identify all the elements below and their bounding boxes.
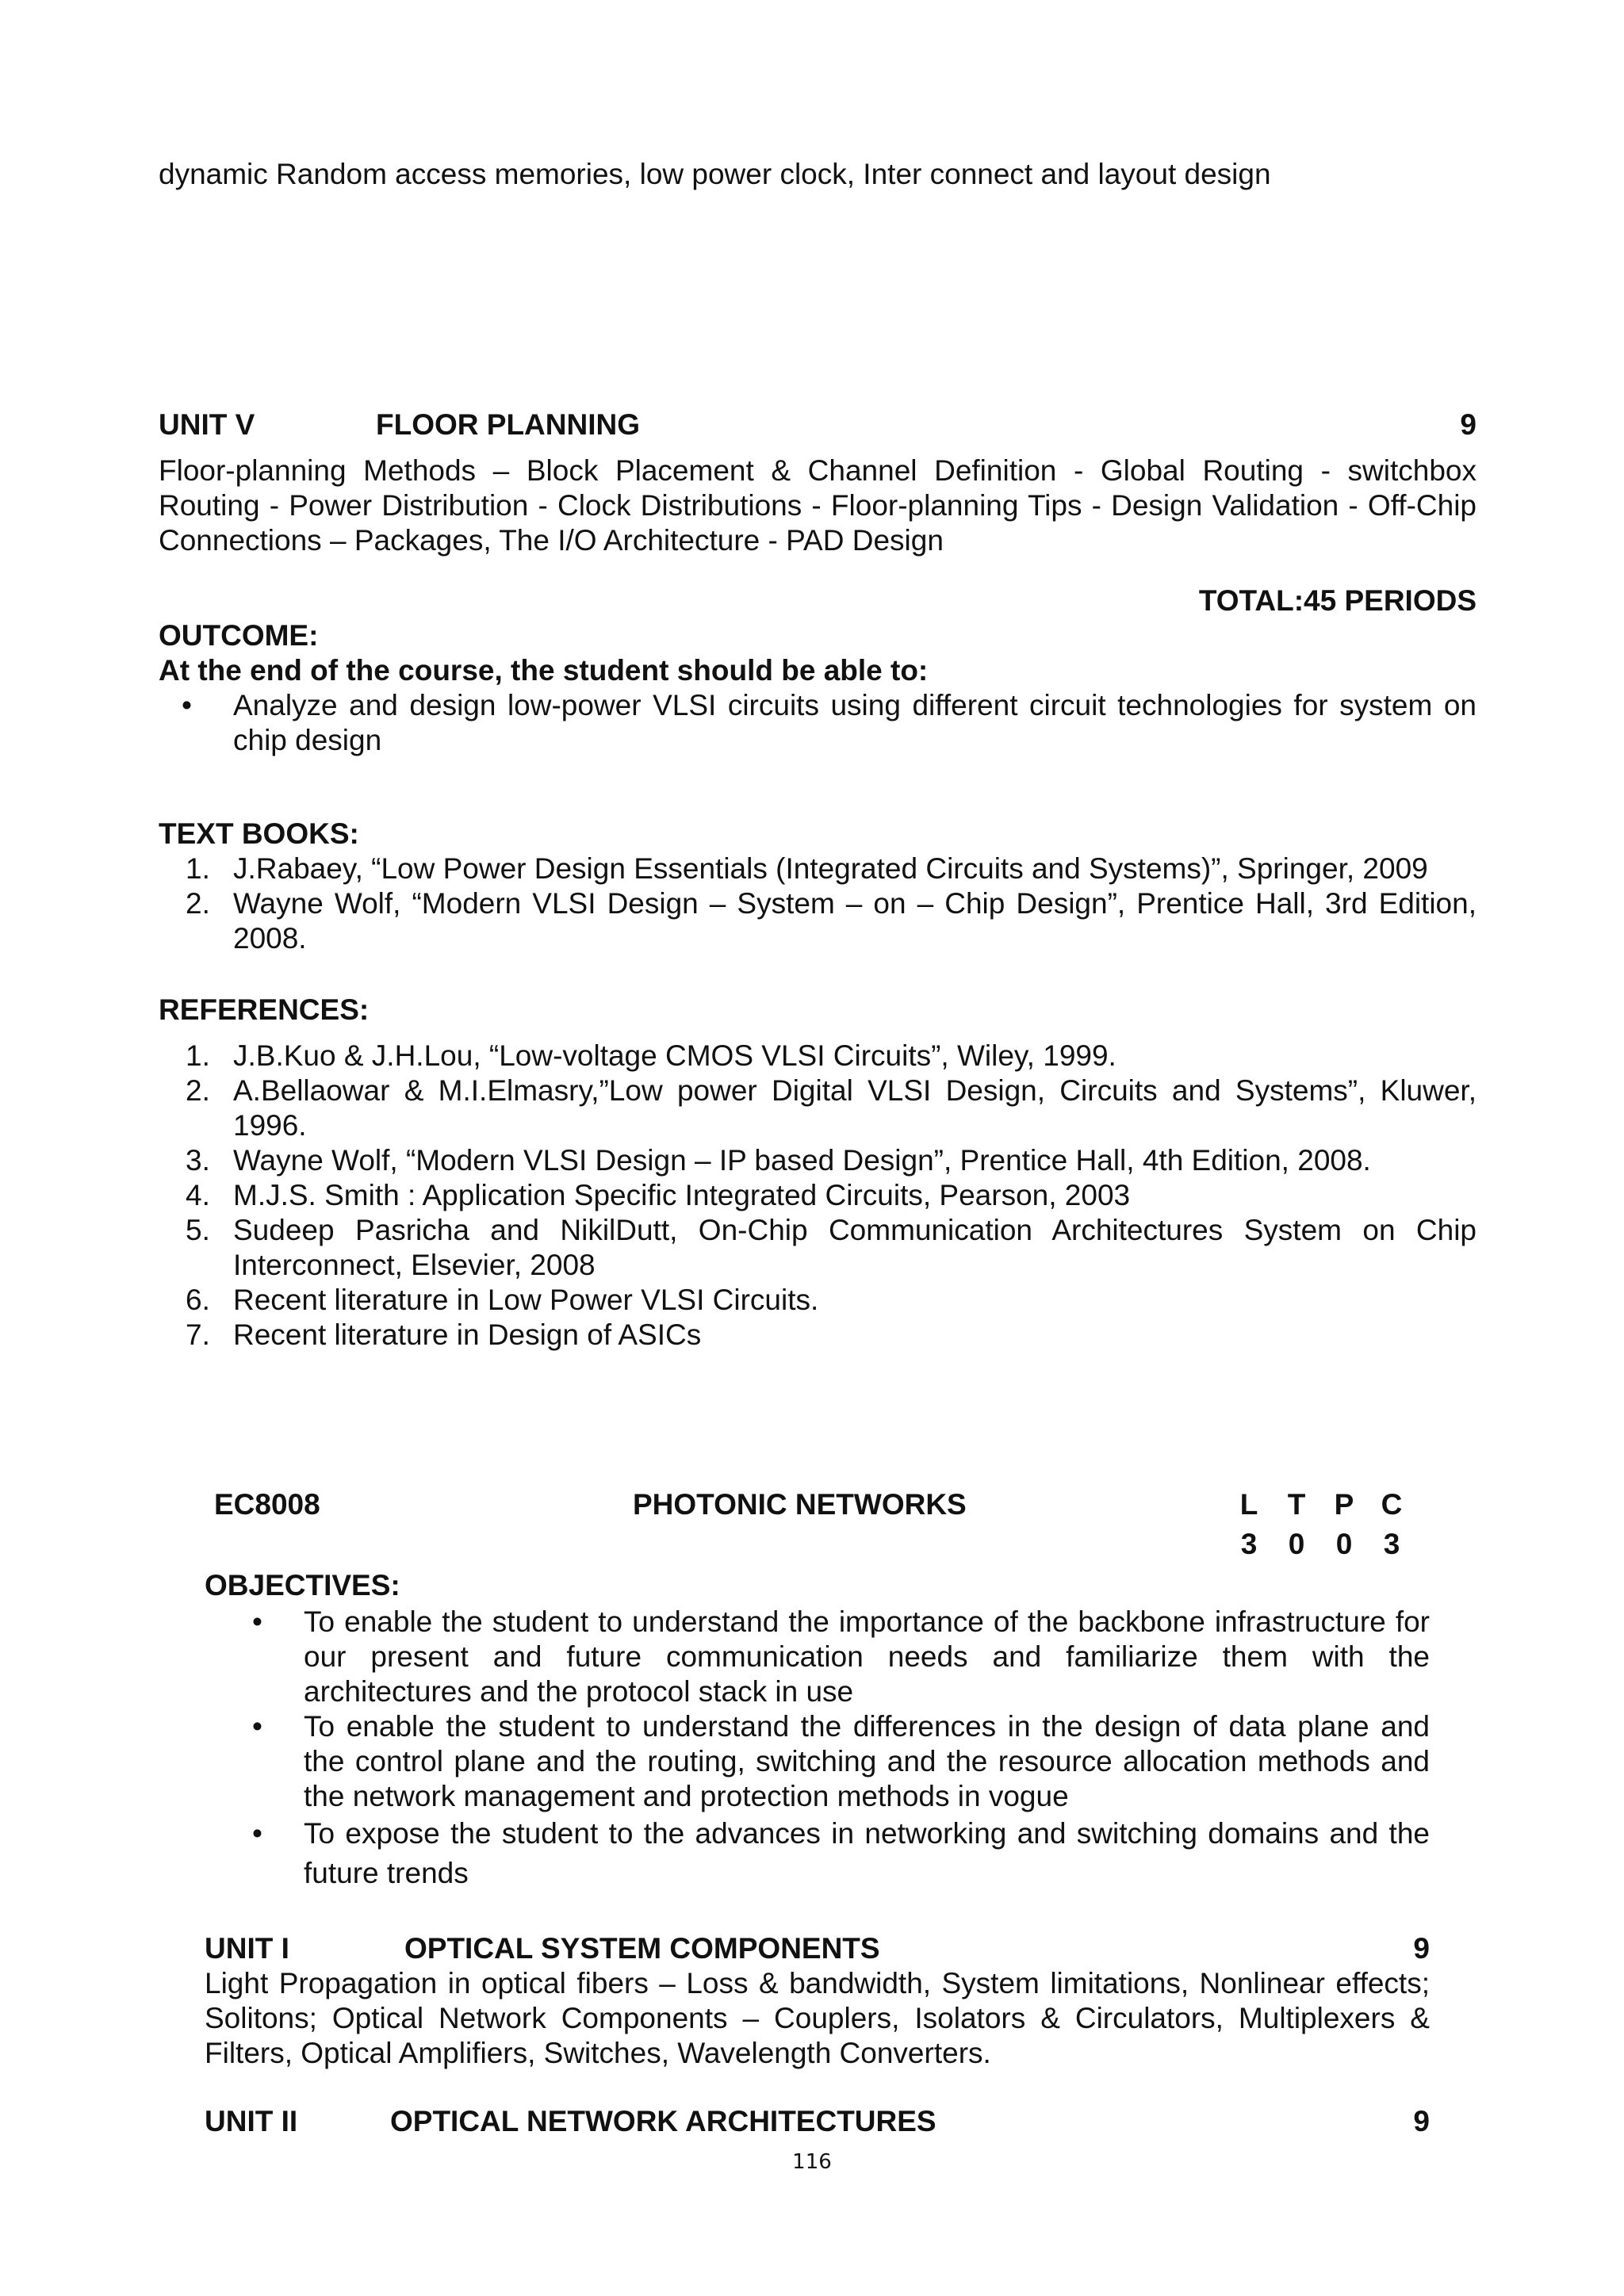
unit1-label: UNIT I	[205, 1932, 289, 1965]
unit1-title: OPTICAL SYSTEM COMPONENTS	[404, 1932, 880, 1965]
list-item: 3. Wayne Wolf, “Modern VLSI Design – IP based Design”, Prentice Hall, 4th Edition, 2008.	[186, 1144, 1371, 1177]
objectives-list	[252, 1605, 1430, 1893]
ltpc-labels: L T P C	[1239, 1488, 1403, 1521]
list-item: 4. M.J.S. Smith : Application Specific Integrated Circuits, Pearson, 2003	[186, 1179, 1131, 1211]
unit1-body: Light Propagation in optical fibers – Loss & bandwidth, System limitations, Nonlinear effects; Solitons; Optical Network Components – Couplers, Isolators & Circulators, Multiplexers & Filters, Optical Amplifiers, Switches, Wavelength Converters.	[205, 1967, 1430, 2069]
unit5-label: UNIT V	[159, 408, 255, 441]
list-item: 1. J.B.Kuo & J.H.Lou, “Low-voltage CMOS VLSI Circuits”, Wiley, 1999.	[186, 1039, 1116, 1072]
unit5-title: FLOOR PLANNING	[376, 408, 640, 441]
references-list	[186, 1039, 1477, 1353]
list-item: 6. Recent literature in Low Power VLSI Circuits.	[186, 1284, 819, 1316]
unit2-label: UNIT II	[205, 2105, 298, 2137]
outcome-heading: OUTCOME:	[159, 619, 319, 652]
list-item: 5. Sudeep Pasricha and NikilDutt, On-Chip Communication Architectures System on Chip Interconnect, Elsevier, 2008	[186, 1214, 1477, 1281]
textbooks-heading: TEXT BOOKS:	[159, 817, 359, 850]
unit5-body: Floor-planning Methods – Block Placement & Channel Definition - Global Routing - switchbox Routing - Power Distribution - Clock Distributions - Floor-planning Tips - Design Validation - Off-Chip Connections – Packages, The I/O Architecture - PAD Design	[159, 454, 1477, 557]
list-item: • To enable the student to understand the importance of the backbone infrastructure for our present and future communication needs and familiarize them with the architectures and the protocol stack in use	[252, 1605, 1430, 1708]
unit1-hours: 9	[1413, 1932, 1430, 1965]
unit2-hours: 9	[1413, 2105, 1430, 2137]
list-item: • To enable the student to understand the differences in the design of data plane and the control plane and the routing, switching and the resource allocation methods and the network management and protection methods in vogue	[252, 1710, 1430, 1812]
references-heading: REFERENCES:	[159, 993, 370, 1026]
unit5-hours: 9	[1460, 408, 1477, 441]
list-item: 1. J.Rabaey, “Low Power Design Essentials (Integrated Circuits and Systems)”, Springer, 2009	[186, 852, 1428, 885]
ltpc-values: 3 0 0 3	[1240, 1528, 1400, 1560]
outcome-list	[182, 688, 1477, 758]
bullet-icon: •	[252, 1710, 262, 1743]
unit2-title: OPTICAL NETWORK ARCHITECTURES	[390, 2105, 936, 2137]
list-item: • Analyze and design low-power VLSI circuits using different circuit technologies for system on chip design	[182, 689, 1477, 756]
list-item: 2. Wayne Wolf, “Modern VLSI Design – System – on – Chip Design”, Prentice Hall, 3rd Edition, 2008.	[186, 887, 1477, 955]
textbooks-list	[186, 851, 1477, 956]
objectives-heading: OBJECTIVES:	[205, 1569, 400, 1601]
page-number: 116	[792, 2150, 832, 2174]
course-code: EC8008	[214, 1488, 320, 1521]
outcome-lead: At the end of the course, the student should be able to:	[159, 654, 929, 687]
list-item: 2. A.Bellaowar & M.I.Elmasry,”Low power Digital VLSI Design, Circuits and Systems”, Kluwer, 1996.	[186, 1074, 1477, 1142]
bullet-icon: •	[182, 689, 192, 721]
bullet-icon: •	[252, 1605, 262, 1638]
list-item: • To expose the student to the advances in networking and switching domains and the future trends	[304, 1814, 1430, 1893]
course-title: PHOTONIC NETWORKS	[633, 1488, 967, 1521]
bullet-icon: •	[252, 1817, 262, 1850]
total-periods: TOTAL:45 PERIODS	[1198, 584, 1477, 617]
intro-line: dynamic Random access memories, low power clock, Inter connect and layout design	[159, 158, 1271, 190]
list-item: 7. Recent literature in Design of ASICs	[186, 1318, 702, 1351]
